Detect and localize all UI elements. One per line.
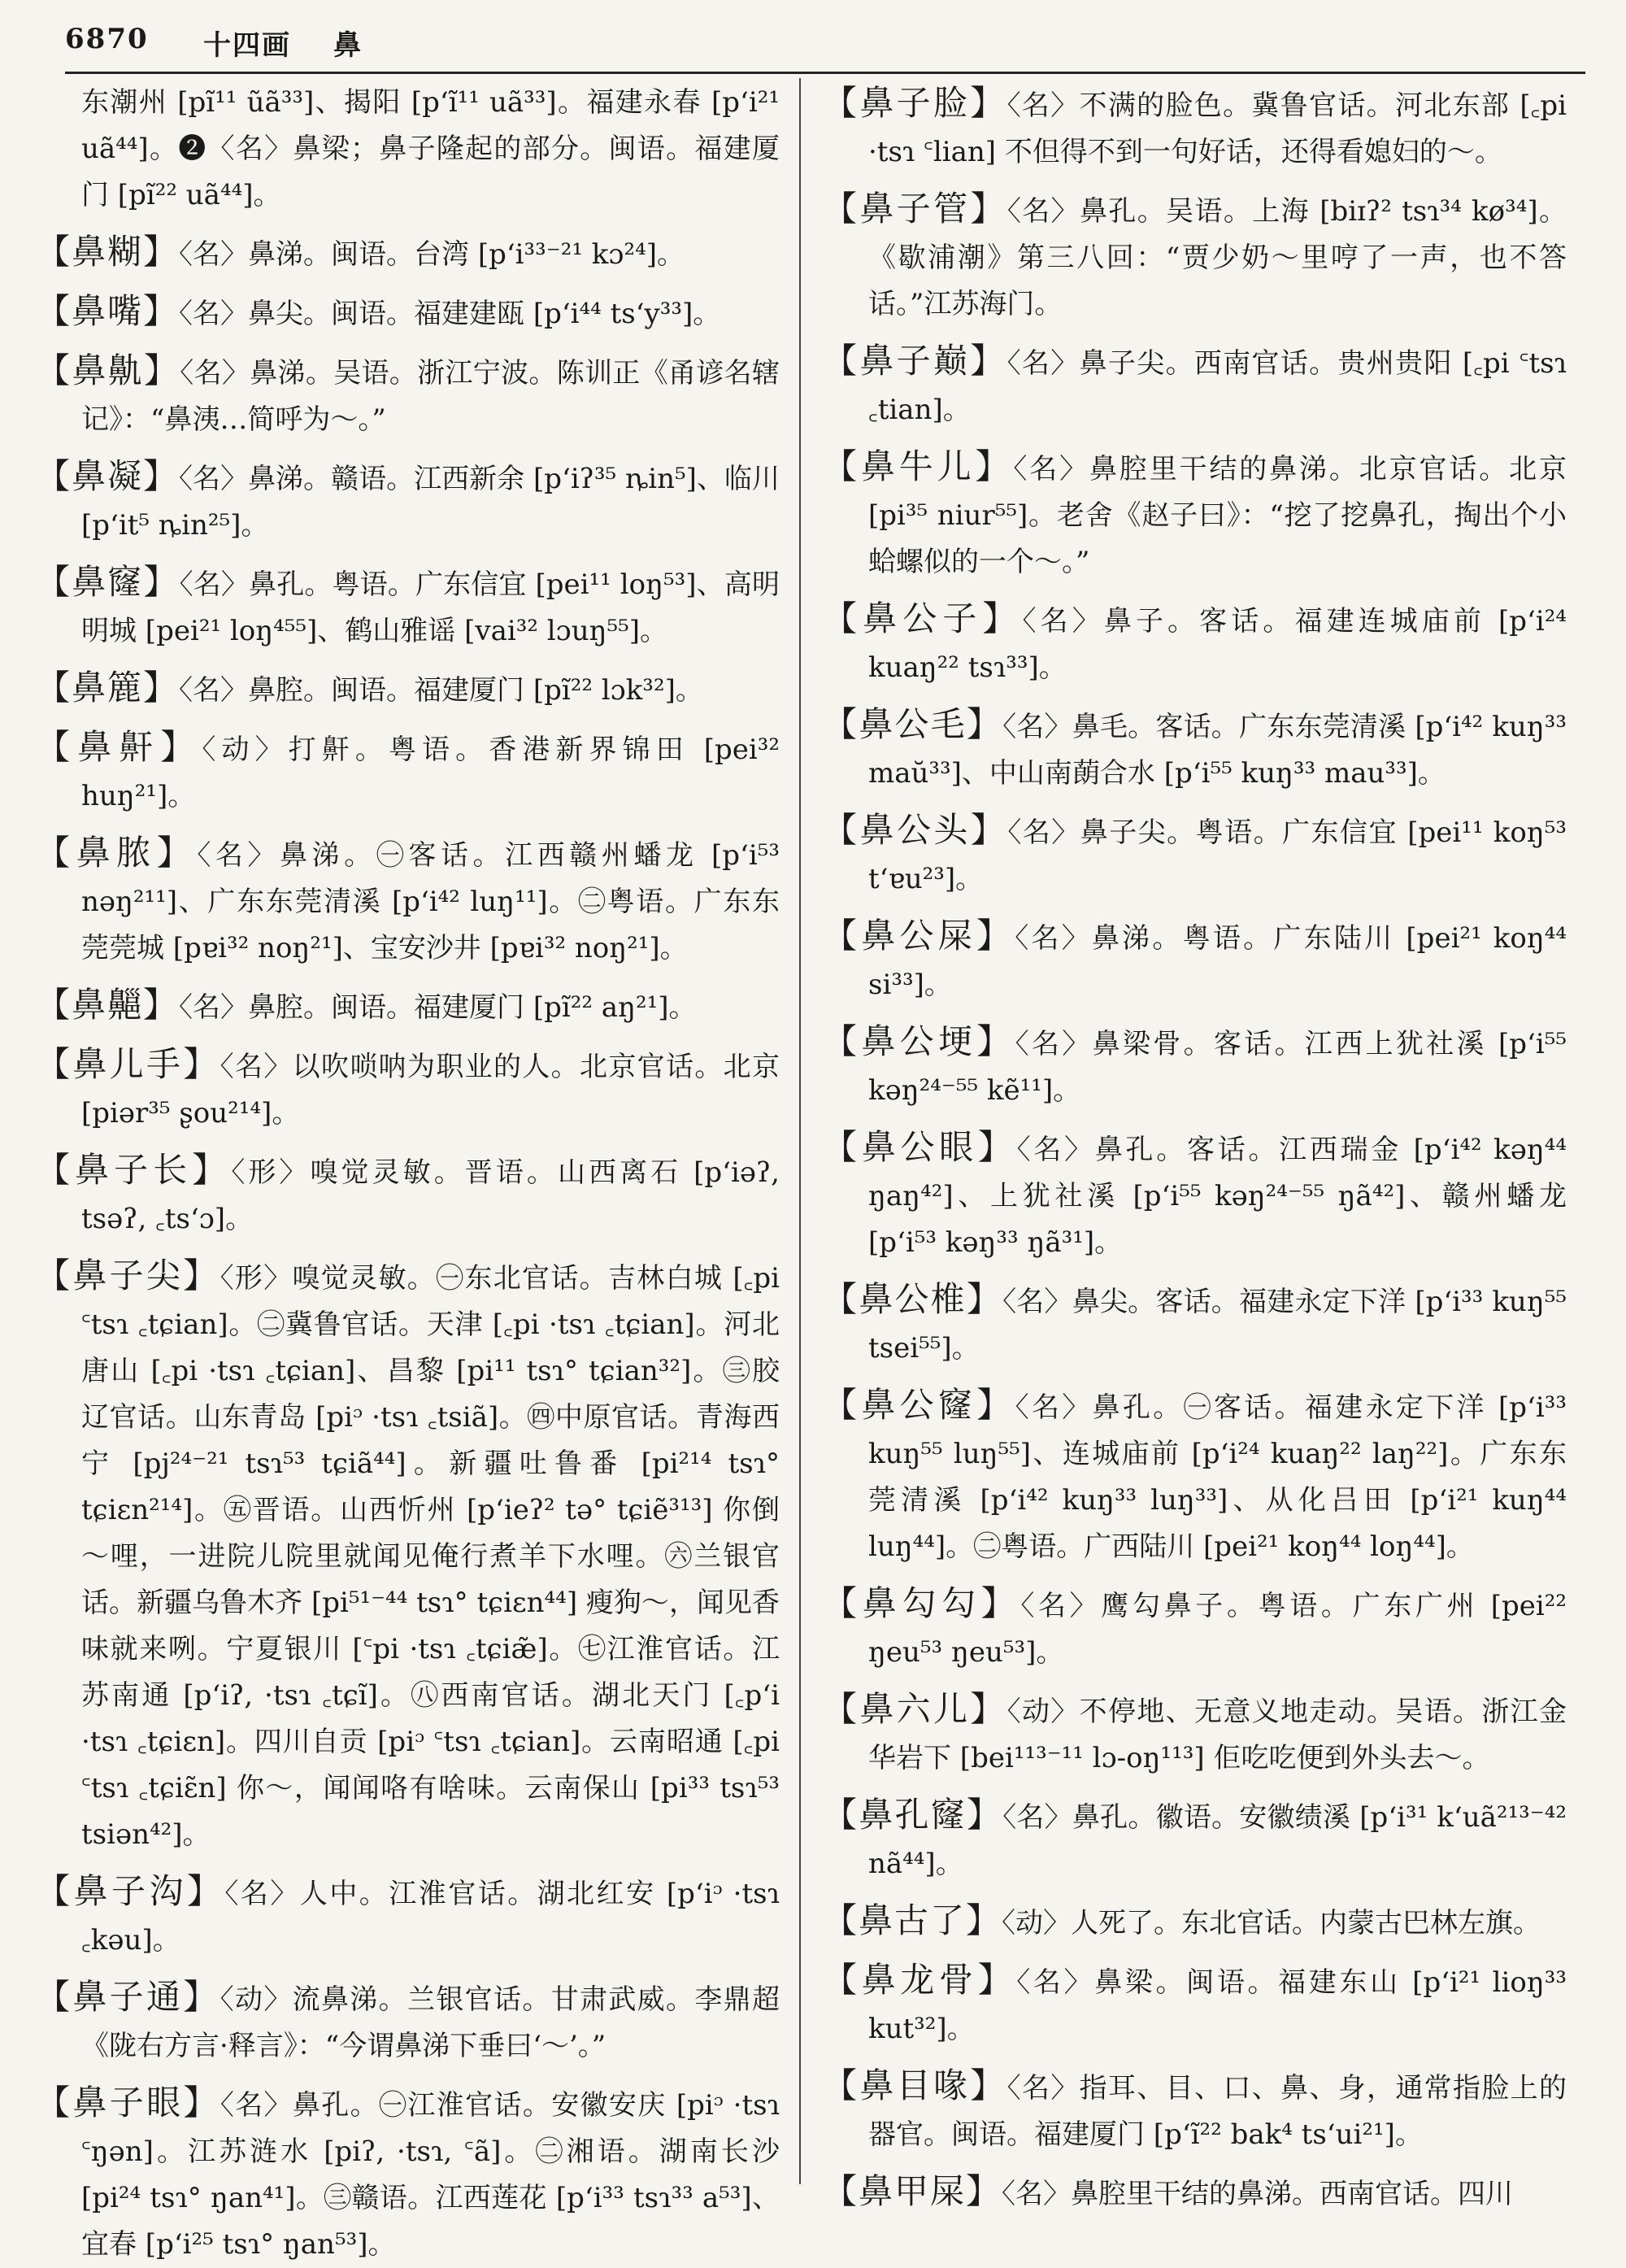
- entry: [36, 982, 780, 1031]
- entry: [823, 2062, 1567, 2158]
- entry: [36, 288, 780, 337]
- entry-text: 〈名〉鼻涕。赣语。江西新余 [pʻiʔ³⁵ ȵin⁵]、临川 [pʻit⁵ ȵin²⁵]。: [81, 463, 780, 542]
- entry-text: 〈名〉鼻涕。粤语。广东陆川 [pei²¹ koŋ⁴⁴ si³³]。: [868, 922, 1567, 1001]
- entry-text: 〈名〉鼻涕。闽语。台湾 [pʻi³³⁻²¹ kɔ²⁴]。: [179, 238, 685, 271]
- entry: [823, 1018, 1567, 1114]
- entry-text: 〈名〉不满的脸色。冀鲁官话。河北东部 [꜀pi ·tsɿ ꜂lian] 不但得不到一句好话，还得看媳妇的～。: [868, 89, 1567, 168]
- entry: [36, 559, 780, 655]
- entry-text: 〈名〉鼻孔。徽语。安徽绩溪 [pʻi³¹ kʻuã²¹³⁻⁴² nã⁴⁴]。: [868, 1801, 1567, 1880]
- entry-headword: 【鼻脓】: [36, 833, 198, 873]
- entry-headword: 【鼻簏】: [36, 668, 180, 707]
- entry-headword: 【鼻子通】: [36, 1977, 220, 2017]
- entry: [36, 1147, 780, 1243]
- entry-text: 东潮州 [pĩ¹¹ ũã³³]、揭阳 [pʻĩ¹¹ uã³³]。福建永春 [pʻi²¹ uã⁴⁴]。❷〈名〉鼻梁；鼻子隆起的部分。闽语。福建厦门 [pĩ²² uã⁴⁴]。: [81, 86, 780, 211]
- entry: [823, 701, 1567, 797]
- entry-headword: 【鼻窿】: [36, 562, 180, 602]
- entry: [36, 2079, 780, 2268]
- page-number: 6870: [65, 23, 149, 55]
- entry-headword: 【鼻公子】: [823, 599, 1023, 638]
- page-header: [65, 23, 1593, 72]
- entry-headword: 【鼻子管】: [823, 189, 1007, 229]
- entry-continuation: [36, 80, 780, 219]
- entry-headword: 【鼻古了】: [823, 1900, 1002, 1940]
- entry-text: 〈名〉鼻梁。闽语。福建东山 [pʻi²¹ lioŋ³³ kut³²]。: [868, 1966, 1567, 2045]
- entry-headword: 【鼻凝】: [36, 456, 180, 496]
- entry-text: 〈名〉鼻腔。闽语。福建厦门 [pĩ²² aŋ²¹]。: [179, 991, 697, 1024]
- entry-text: 〈动〉打鼾。粤语。香港新界锦田 [pei³² huŋ²¹]。: [81, 734, 780, 812]
- section-title: 十四画: [203, 29, 291, 62]
- entry: [823, 80, 1567, 176]
- entry-headword: 【鼻孔窿】: [823, 1795, 1003, 1835]
- entry: [823, 1382, 1567, 1570]
- entry: [823, 2168, 1567, 2218]
- entry-headword: 【鼻儿手】: [36, 1044, 220, 1084]
- entry-headword: 【鼻龙骨】: [823, 1960, 1017, 2000]
- entry-headword: 【鼻子尖】: [36, 1256, 220, 1295]
- entry: [36, 724, 780, 820]
- entry-text: 〈名〉鼻孔。㊀江淮官话。安徽安庆 [piᵓ ·tsɿ ꜂ŋən]。江苏涟水 [piʔ, ·tsɿ, ꜂ã]。㊁湘语。湖南长沙 [pi²⁴ tsɿ° ŋan⁴¹]。㊂赣语。江西莲花 [pʻi³³ tsɿ³³ a⁵³]、宜春 [pʻi²⁵ tsɿ° ŋan⁵³]。: [81, 2089, 780, 2261]
- entry: [36, 1868, 780, 1964]
- entry-headword: 【鼻公毛】: [823, 704, 1003, 744]
- entry-headword: 【鼻子眼】: [36, 2083, 220, 2122]
- entry: [36, 229, 780, 278]
- header-rule: [65, 72, 1585, 74]
- entry-text: 〈动〉人死了。东北官话。内蒙古巴林左旗。: [1002, 1907, 1541, 1939]
- entry-headword: 【鼻甲屎】: [823, 2171, 1002, 2211]
- entry-text: 〈名〉鼻腔。闽语。福建厦门 [pĩ²² lɔk³²]。: [179, 674, 703, 707]
- entry-text: 〈名〉鼻子尖。西南官话。贵州贵阳 [꜀pi ꜂tsɿ ꜀tian]。: [868, 347, 1567, 426]
- entry-headword: 【鼻子巅】: [823, 341, 1007, 381]
- entry-text: 〈名〉指耳、目、口、鼻、身，通常指脸上的器官。闽语。福建厦门 [pʻĩ²² bak⁴ tsʻui²¹]。: [868, 2072, 1567, 2151]
- column-divider: [799, 78, 801, 2184]
- entry: [823, 1686, 1567, 1782]
- entry: [823, 1897, 1567, 1947]
- entry: [36, 1974, 780, 2070]
- entry-text: 〈名〉人中。江淮官话。湖北红安 [pʻiᵓ ·tsɿ ꜀kəu]。: [81, 1878, 780, 1957]
- entry: [823, 1124, 1567, 1266]
- entry-text: 〈名〉鼻尖。闽语。福建建瓯 [pʻi⁴⁴ tsʻy³³]。: [179, 298, 721, 330]
- entry-headword: 【鼻子沟】: [36, 1871, 225, 1911]
- entry-headword: 【鼻公埂】: [823, 1021, 1015, 1061]
- entry: [823, 337, 1567, 433]
- entry-text: 〈名〉鼻尖。客话。福建永定下洋 [pʻi³³ kuŋ⁵⁵ tsei⁵⁵]。: [868, 1286, 1567, 1365]
- entry: [36, 1252, 780, 1858]
- entry-text: 〈名〉鼻子尖。粤语。广东信宜 [pei¹¹ koŋ⁵³ tʻɐu²³]。: [868, 816, 1567, 895]
- entry-text: 〈名〉鼻毛。客话。广东东莞清溪 [pʻi⁴² kuŋ³³ maŭ³³]、中山南蓢合水 [pʻi⁵⁵ kuŋ³³ mau³³]。: [868, 711, 1567, 790]
- entry-headword: 【鼻六儿】: [823, 1689, 1007, 1729]
- entry: [823, 912, 1567, 1008]
- entry-text: 〈名〉鼻梁骨。客话。江西上犹社溪 [pʻi⁵⁵ kəŋ²⁴⁻⁵⁵ kẽ¹¹]。: [868, 1028, 1567, 1107]
- entry-headword: 【鼻目喙】: [823, 2066, 1007, 2105]
- entry-text: 〈名〉鼻腔里干结的鼻涕。西南官话。四川: [1002, 2178, 1514, 2210]
- entry-text: 〈名〉鼻孔。粤语。广东信宜 [pei¹¹ loŋ⁵³]、高明明城 [pei²¹ loŋ⁴⁵⁵]、鹤山雅谣 [vai³² lɔuŋ⁵⁵]。: [81, 568, 780, 647]
- entry-headword: 【鼻嘴】: [36, 291, 180, 331]
- entry: [36, 347, 780, 443]
- entry-headword: 【鼻牛儿】: [823, 446, 1014, 486]
- entry-text: 〈动〉流鼻涕。兰银官话。甘肃武威。李鼎超《陇右方言·释言》：“今谓鼻涕下垂曰‘～’。”: [81, 1983, 780, 2062]
- left-column: [36, 80, 780, 2261]
- entry-text: 〈名〉鼻孔。客话。江西瑞金 [pʻi⁴² kəŋ⁴⁴ ŋaŋ⁴²]、上犹社溪 [pʻi⁵⁵ kəŋ²⁴⁻⁵⁵ ŋã⁴²]、赣州蟠龙 [pʻi⁵³ kəŋ³³ ŋã³¹]。: [868, 1134, 1567, 1259]
- entry-text: 〈名〉鼻涕。吴语。浙江宁波。陈训正《甬谚名辖记》：“鼻洟…简呼为～。”: [81, 357, 780, 436]
- header-char: 鼻: [333, 29, 363, 62]
- entry-headword: 【鼻子长】: [36, 1150, 232, 1190]
- entry-text: 〈名〉鼻孔。㊀客话。福建永定下洋 [pʻi³³ kuŋ⁵⁵ luŋ⁵⁵]、连城庙前 [pʻi²⁴ kuaŋ²² laŋ²²]。广东东莞清溪 [pʻi⁴² kuŋ³³ luŋ³³]、从化吕田 [pʻi²¹ kuŋ⁴⁴ luŋ⁴⁴]。㊁粤语。广西陆川 [pei²¹ koŋ⁴⁴ loŋ⁴⁴]。: [868, 1391, 1567, 1563]
- entry-headword: 【鼻齆】: [36, 985, 180, 1025]
- entry-headword: 【鼻公屎】: [823, 916, 1015, 956]
- entry-text: 〈名〉鹰勾鼻子。粤语。广东广州 [pei²² ŋeu⁵³ ŋeu⁵³]。: [868, 1590, 1567, 1669]
- entry-headword: 【鼻公椎】: [823, 1279, 1003, 1319]
- entry-text: 〈形〉嗅觉灵敏。㊀东北官话。吉林白城 [꜀pi ꜂tsɿ ꜀tɕian]。㊁冀鲁官话。天津 [꜀pi ·tsɿ ꜀tɕian]。河北唐山 [꜀pi ·tsɿ ꜀tɕian]、昌黎 [pi¹¹ tsɿ° tɕian³²]。㊂胶辽官话。山东青岛 [piᵓ ·tsɿ ꜀tsiã]。㊃中原官话。青海西宁 [pj²⁴⁻²¹ tsɿ⁵³ tɕiã⁴⁴]。新疆吐鲁番 [pi²¹⁴ tsɿ° tɕiɛn²¹⁴]。㊄晋语。山西忻州 [pʻieʔ² tə° tɕiẽ³¹³] 你倒～哩，一进院儿院里就闻见俺行煮羊下水哩。㊅兰银官话。新疆乌鲁木齐 [pi⁵¹⁻⁴⁴ tsɿ° tɕiɛn⁴⁴] 瘦狗～，闻见香味就来咧。宁夏银川 [꜂pi ·tsɿ ꜀tɕiæ̃]。㊆江淮官话。江苏南通 [pʻiʔ, ·tsɿ ꜀tɕĩ]。㊇西南官话。湖北天门 [꜀pʻi ·tsɿ ꜀tɕiɛn]。四川自贡 [piᵓ ꜂tsɿ ꜀tɕian]。云南昭通 [꜀pi ꜂tsɿ ꜀tɕiɛ̃n] 你～，闻闻咯有啥味。云南保山 [pi³³ tsɿ⁵³ tsiən⁴²]。: [81, 1262, 780, 1851]
- entry-headword: 【鼻子脸】: [823, 83, 1007, 123]
- entry-text: 〈形〉嗅觉灵敏。晋语。山西离石 [pʻiəʔ, tsəʔ, ꜀tsʻɔ]。: [81, 1156, 780, 1235]
- entry-headword: 【鼻勾勾】: [823, 1583, 1021, 1623]
- entry: [36, 664, 780, 714]
- entry-headword: 【鼻公眼】: [823, 1127, 1017, 1167]
- entry-text: 〈动〉不停地、无意义地走动。吴语。浙江金华岩下 [bei¹¹³⁻¹¹ lɔ-oŋ¹¹³] 佢吃吃便到外头去～。: [868, 1696, 1567, 1774]
- entry-text: 〈名〉鼻涕。㊀客话。江西赣州蟠龙 [pʻi⁵³ nəŋ²¹¹]、广东东莞清溪 [pʻi⁴² luŋ¹¹]。㊁粤语。广东东莞莞城 [pɐi³² noŋ²¹]、宝安沙井 [pɐi³² noŋ²¹]。: [81, 839, 780, 964]
- entry: [823, 807, 1567, 903]
- entry-headword: 【鼻鼾】: [36, 727, 202, 767]
- entry-text: 〈名〉鼻腔里干结的鼻涕。北京官话。北京 [pi³⁵ niur⁵⁵]。老舍《赵子曰》：“挖了挖鼻孔，掏出个小蛤螺似的一个～。”: [868, 453, 1567, 578]
- entry: [823, 595, 1567, 691]
- entry: [823, 1791, 1567, 1887]
- entry: [823, 185, 1567, 328]
- right-column: [823, 80, 1567, 2211]
- entry: [36, 453, 780, 549]
- entry: [823, 1957, 1567, 2053]
- entry: [36, 1041, 780, 1137]
- entry: [823, 443, 1567, 586]
- entry-headword: 【鼻公窿】: [823, 1385, 1015, 1425]
- entry-text: 〈名〉鼻子。客话。福建连城庙前 [pʻi²⁴ kuaŋ²² tsɿ³³]。: [868, 605, 1567, 684]
- entry-text: 〈名〉以吹唢呐为职业的人。北京官话。北京 [piər³⁵ ʂou²¹⁴]。: [81, 1051, 780, 1130]
- entry-headword: 【鼻糊】: [36, 232, 180, 272]
- entry-headword: 【鼻鼽】: [36, 350, 180, 390]
- entry: [36, 829, 780, 972]
- entry-headword: 【鼻公头】: [823, 810, 1008, 850]
- entry: [823, 1580, 1567, 1676]
- entry-text: 〈名〉鼻孔。吴语。上海 [biɪʔ² tsɿ³⁴ kø³⁴]。《歇浦潮》第三八回：“贾少奶～里哼了一声，也不答话。”江苏海门。: [868, 195, 1567, 320]
- entry: [823, 1276, 1567, 1372]
